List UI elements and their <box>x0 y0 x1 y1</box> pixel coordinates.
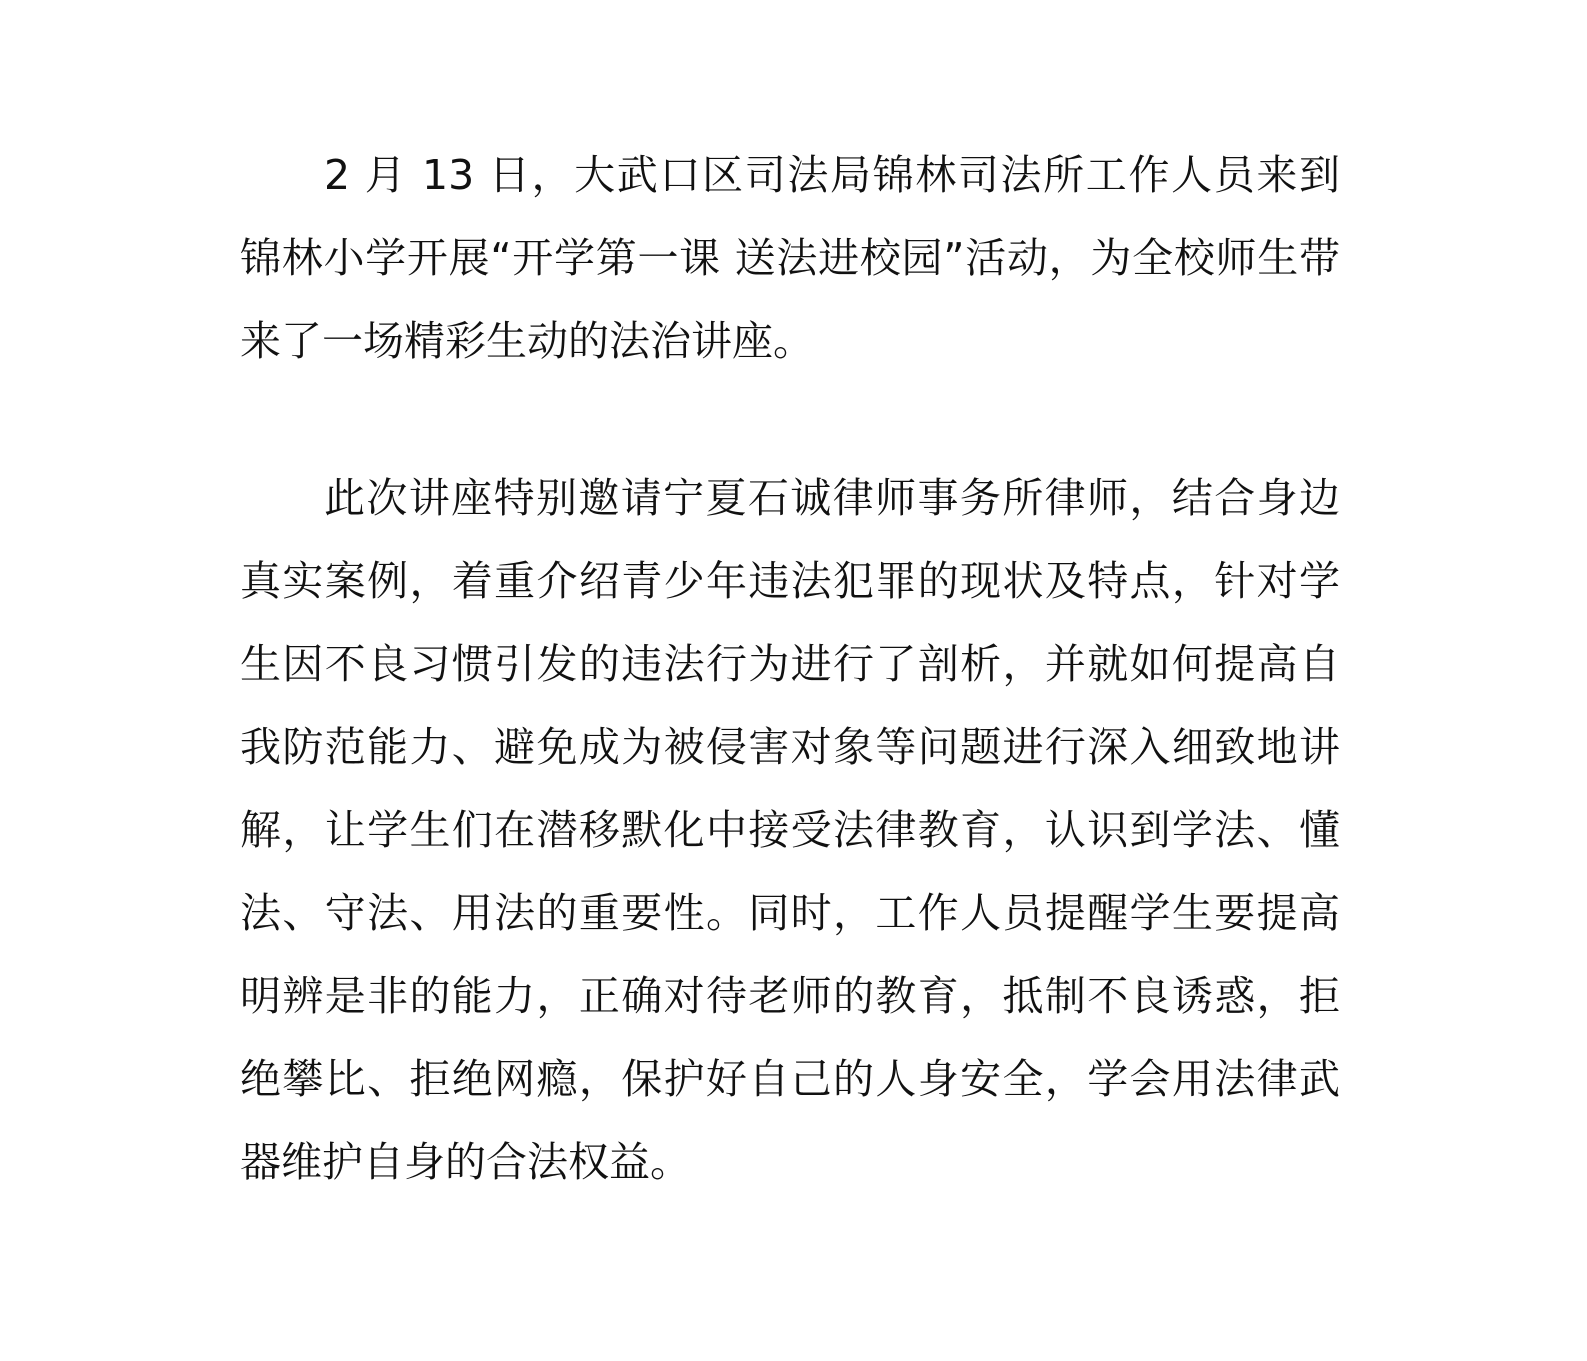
paragraph-event-intro: 2 月 13 日，大武口区司法局锦林司法所工作人员来到锦林小学开展“开学第一课 送法进校园”活动，为全校师生带来了一场精彩生动的法治讲座。 <box>240 151 1340 365</box>
document-body <box>240 134 1340 1204</box>
paragraph-lecture-details: 此次讲座特别邀请宁夏石诚律师事务所律师，结合身边真实案例，着重介绍青少年违法犯罪的现状及特点，针对学生因不良习惯引发的违法行为进行了剖析，并就如何提高自我防范能力、避免成为被侵害对象等问题进行深入细致地讲解，让学生们在潜移默化中接受法律教育，认识到学法、懂法、守法、用法的重要性。同时，工作人员提醒学生要提高明辨是非的能力，正确对待老师的教育，抵制不良诱惑，拒绝攀比、拒绝网瘾，保护好自己的人身安全，学会用法律武器维护自身的合法权益。 <box>240 474 1340 1186</box>
